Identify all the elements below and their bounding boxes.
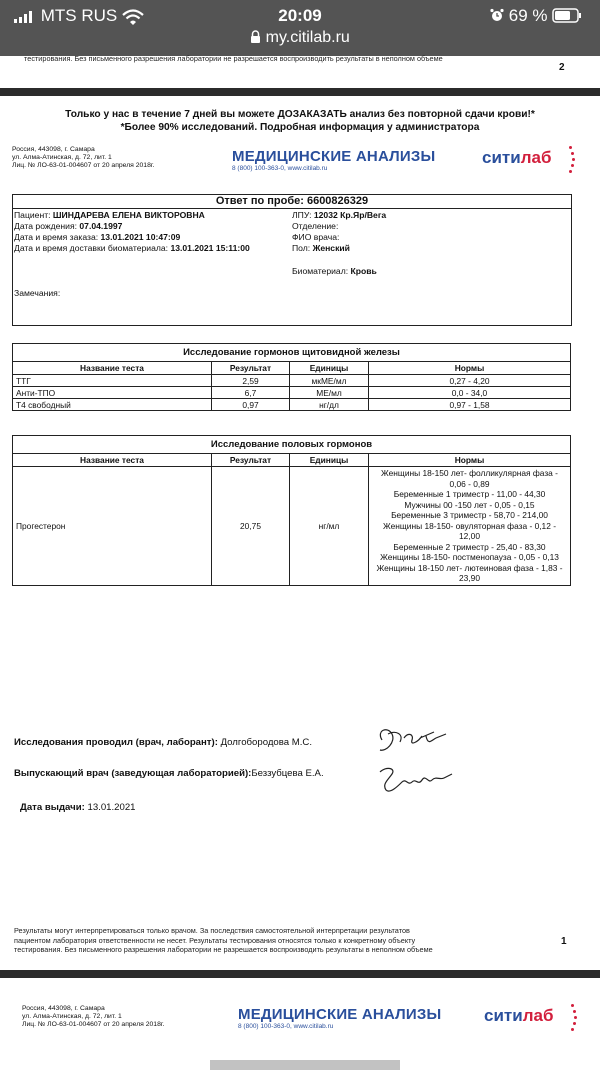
test-result: 6,7: [212, 387, 290, 399]
col-result: Результат: [212, 454, 290, 467]
url-text: my.citilab.ru: [265, 29, 350, 46]
test-unit: нг/мл: [290, 467, 369, 586]
conducted-value: Долгобородова М.С.: [220, 737, 312, 748]
patient-label: Пациент:: [14, 210, 51, 220]
col-norms: Нормы: [369, 454, 571, 467]
col-test-name: Название теста: [13, 362, 212, 375]
delivery-row: [14, 243, 250, 254]
promo-line-1: Только у нас в течение 7 дней вы можете ДОЗАКАЗАТЬ анализ без повторной сдачи крови!*: [65, 109, 535, 120]
sex-row: [292, 243, 350, 254]
test-result: 20,75: [212, 467, 290, 586]
disclaimer: [14, 926, 433, 955]
notes-label: Замечания:: [14, 288, 61, 298]
clock: 20:09: [278, 6, 322, 25]
biomaterial-row: [292, 266, 377, 277]
disclaimer-line: пациентом лаборатория ответственности не несет. Результаты тестирования относятся только к конкретному объекту: [14, 935, 416, 945]
address-line-1: Россия, 443098, г. Самара: [12, 146, 95, 153]
table-row: [13, 387, 571, 399]
issue-date-value: 13.01.2021: [87, 802, 136, 813]
dob-row: [14, 221, 122, 232]
lpu-row: [292, 210, 386, 221]
prev-page-number: 2: [559, 62, 565, 73]
norm-line: Женщины 18-150- овуляторная фаза - 0,12 -: [382, 520, 556, 531]
norm-line: Женщины 18-150 лет- фолликулярная фаза -: [381, 468, 558, 478]
address-line-2: ул. Алма-Атинская, д. 72, лит. 1: [12, 153, 112, 161]
logo-title: МЕДИЦИНСКИЕ АНАЛИЗЫ: [232, 148, 436, 165]
norm-line: 23,90: [459, 573, 480, 583]
promo-line-2: *Более 90% исследований. Подробная информация у администратора: [120, 122, 480, 133]
issuing-label: Выпускающий врач (заведующая лабораторией):: [14, 768, 252, 779]
conducted-label: Исследования проводил (врач, лаборант):: [14, 737, 218, 748]
brand-dots-icon: [567, 146, 575, 172]
delivery-label: Дата и время доставки биоматериала:: [14, 243, 169, 253]
test-unit: мкМЕ/мл: [290, 375, 369, 387]
cut-off-title: [210, 1060, 400, 1070]
lab-report-page: [0, 96, 600, 970]
norm-line: 0,06 - 0,89: [449, 478, 490, 489]
test-norm: 0,0 - 34,0: [369, 387, 571, 399]
carrier-name: MTS RUS: [40, 6, 118, 25]
medical-analyses-logo: [238, 1006, 441, 1030]
brand-right: лаб: [522, 1006, 554, 1025]
test-name: ТТГ: [13, 375, 212, 387]
test-unit: МЕ/мл: [290, 387, 369, 399]
license-line: Лиц. № ЛО-63-01-004607 от 20 апреля 2018г.: [22, 1020, 165, 1028]
battery-percent: 69 %: [508, 6, 548, 25]
brand-left: сити: [484, 1006, 523, 1025]
thyroid-table: [12, 343, 571, 411]
logo-phone: 8 (800) 100-363-0, www.citilab.ru: [238, 1023, 334, 1030]
test-result: 2,59: [212, 375, 290, 387]
norm-line: Беременные 1 триместр - 11,00 - 44,30: [393, 489, 546, 499]
test-name: Анти-ТПО: [13, 387, 212, 399]
col-test-name: Название теста: [13, 454, 212, 467]
brand-left: сити: [482, 148, 521, 167]
issue-date-row: [20, 802, 136, 813]
status-bar: [0, 0, 600, 56]
prev-page-footer: тестирования. Без письменного разрешения лаборатории не разрешается воспроизводить результаты в неполном объеме: [24, 54, 443, 63]
patient-name: ШИНДАРЕВА ЕЛЕНА ВИКТОРОВНА: [52, 210, 205, 220]
test-norm: 0,27 - 4,20: [369, 375, 571, 387]
address-line-1: Россия, 443098, г. Самара: [22, 1005, 105, 1012]
license-line: Лиц. № ЛО-63-01-004607 от 20 апреля 2018г.: [12, 161, 155, 169]
col-result: Результат: [212, 362, 290, 375]
dob-value: 07.04.1997: [79, 221, 123, 231]
lpu-value: 12032 Кр.Яр/Вега: [313, 210, 387, 220]
sex-label: Пол:: [292, 243, 311, 253]
patient-row: [14, 210, 205, 221]
bio-value: Кровь: [350, 266, 377, 276]
answer-title: Ответ по пробе: 6600826329: [13, 195, 571, 209]
disclaimer-line: Результаты могут интерпретироваться только врачом. За последствия самостоятельной интерпретации результатов: [14, 926, 410, 935]
table-row: [13, 467, 571, 586]
page-number: 1: [561, 936, 567, 947]
lpu-label: ЛПУ:: [292, 210, 312, 220]
norm-line: Женщины 18-150- постменопауза - 0,05 - 0,13: [380, 552, 559, 562]
lab-address: [22, 1005, 164, 1028]
norm-line: Мужчины 00 -150 лет - 0,05 - 0,15: [404, 499, 535, 510]
prev-page-tail: [0, 56, 600, 88]
next-page-top: [0, 978, 600, 1066]
test-name: Т4 свободный: [13, 399, 212, 411]
sex-hormones-table: [12, 435, 571, 586]
norm-line: Женщины 18-150 лет- лютеиновая фаза - 1,83 -: [376, 562, 563, 573]
sex-value: Женский: [312, 243, 350, 253]
promo-block: [0, 108, 600, 134]
page-separator: [0, 88, 600, 96]
conducted-row: [14, 737, 312, 748]
dept-row: [292, 221, 338, 232]
doctor-label: ФИО врача:: [292, 232, 340, 242]
col-units: Единицы: [290, 454, 369, 467]
dob-label: Дата рождения:: [14, 221, 78, 231]
norm-line: Беременные 3 триместр - 58,70 - 214,00: [391, 510, 548, 520]
logo-title: МЕДИЦИНСКИЕ АНАЛИЗЫ: [238, 1006, 442, 1023]
test-norm: 0,97 - 1,58: [369, 399, 571, 411]
table-row: [13, 375, 571, 387]
battery-icon: [552, 8, 582, 23]
bio-label: Биоматериал:: [292, 266, 349, 276]
citilab-logo: [482, 148, 551, 168]
address-bar[interactable]: [0, 29, 600, 47]
signature-2-icon: [376, 764, 456, 800]
norm-line: Беременные 2 триместр - 25,40 - 83,30: [393, 541, 546, 552]
issue-date-label: Дата выдачи:: [20, 802, 85, 813]
doctor-row: [292, 232, 339, 243]
test-unit: нг/дл: [290, 399, 369, 411]
order-value: 13.01.2021 10:47:09: [100, 232, 181, 242]
progesterone-norms: [369, 467, 571, 586]
issuing-value: Беззубцева Е.А.: [251, 768, 324, 779]
citilab-logo: [484, 1006, 553, 1026]
battery-status: [490, 6, 582, 26]
norm-line: 12,00: [459, 531, 480, 541]
alarm-icon: [490, 8, 504, 22]
issuing-row: [14, 768, 324, 779]
signature-1-icon: [374, 722, 450, 758]
page-separator: [0, 970, 600, 978]
col-units: Единицы: [290, 362, 369, 375]
dept-label: Отделение:: [292, 221, 339, 231]
col-norms: Нормы: [369, 362, 571, 375]
delivery-value: 13.01.2021 15:11:00: [170, 243, 250, 253]
table-row: [13, 399, 571, 411]
order-row: [14, 232, 180, 243]
address-line-2: ул. Алма-Атинская, д. 72, лит. 1: [22, 1012, 122, 1020]
disclaimer-line: тестирования. Без письменного разрешения лаборатории не разрешается воспроизводить результаты в неполном объеме: [14, 945, 433, 954]
brand-right: лаб: [520, 148, 552, 167]
order-label: Дата и время заказа:: [14, 232, 99, 242]
lab-address: [12, 146, 154, 169]
test-result: 0,97: [212, 399, 290, 411]
thyroid-table-title: Исследование гормонов щитовидной железы: [13, 344, 571, 362]
medical-analyses-logo: [232, 148, 435, 172]
test-name: Прогестерон: [13, 467, 212, 586]
lock-icon: [250, 30, 261, 43]
logo-phone: 8 (800) 100-363-0, www.citilab.ru: [232, 165, 328, 172]
patient-info-box: [12, 194, 572, 326]
brand-dots-icon: [569, 1004, 577, 1030]
sex-hormones-table-title: Исследование половых гормонов: [13, 436, 571, 454]
